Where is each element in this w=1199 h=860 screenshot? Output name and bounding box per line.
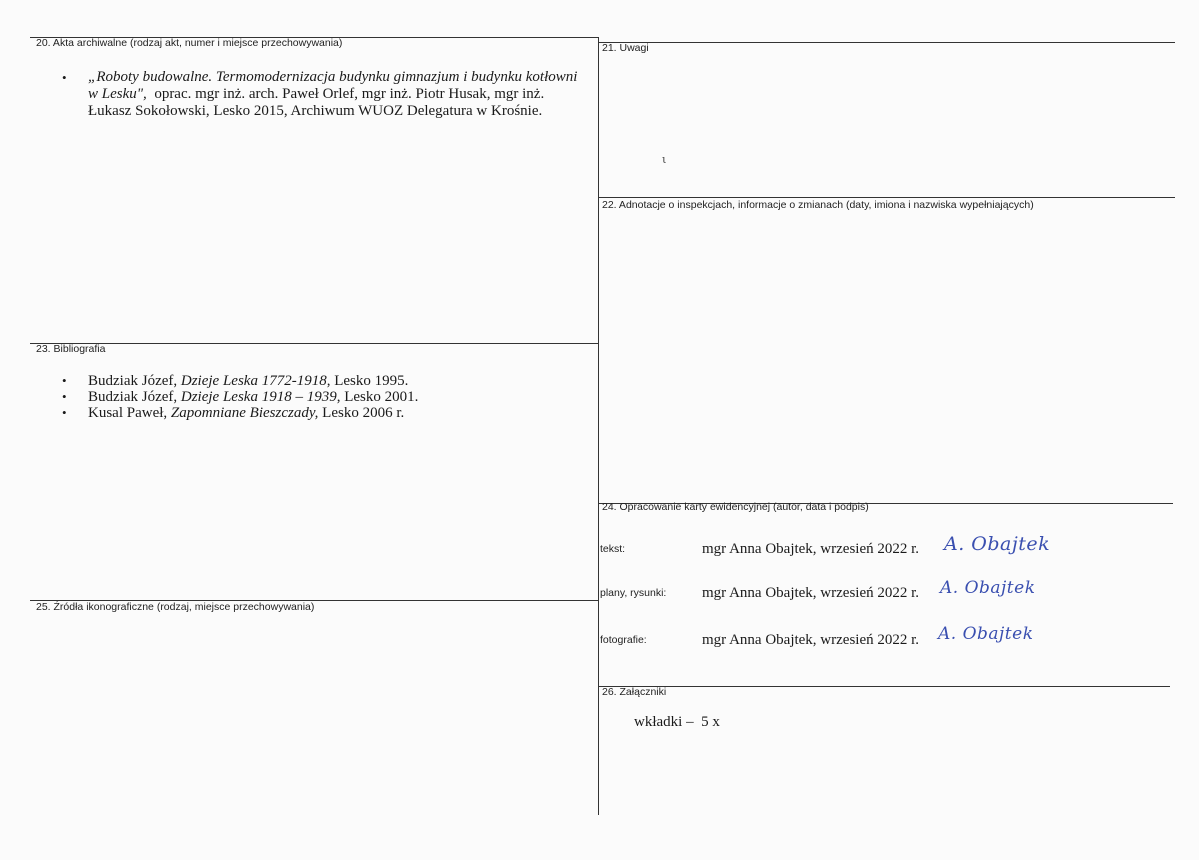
author-row-value-text: mgr Anna Obajtek, wrzesień 2022 r. xyxy=(702,541,920,557)
section-22-label: 22. Adnotacje o inspekcjach, informacje o zmianach (daty, imiona i nazwiska wypełniających) xyxy=(602,199,1034,211)
author-row-label-plans: plany, rysunki: xyxy=(600,587,667,599)
archival-record-line3: Łukasz Sokołowski, Lesko 2015, Archiwum WUOZ Delegatura w Krośnie. xyxy=(88,103,543,119)
section-23-label: 23. Bibliografia xyxy=(36,343,106,355)
archival-record-entry xyxy=(62,69,602,120)
rule-22 xyxy=(598,197,1175,198)
rule-26 xyxy=(598,686,1170,687)
bullet: • xyxy=(62,70,67,85)
signature-photos: A. Obajtek xyxy=(938,624,1034,644)
archival-record-line1 xyxy=(62,69,602,86)
signature-text: A. Obajtek xyxy=(944,533,1051,555)
author-row-value-photos: mgr Anna Obajtek, wrzesień 2022 r. xyxy=(702,632,920,648)
archival-record-title-2: w Lesku", xyxy=(88,86,147,102)
bibliography-list xyxy=(62,373,418,421)
section-26-label: 26. Załączniki xyxy=(602,686,667,698)
archival-record-line2 xyxy=(62,86,602,103)
section-21-label: 21. Uwagi xyxy=(602,42,649,54)
section-25-label: 25. Źródła ikonograficzne (rodzaj, miejsce przechowywania) xyxy=(36,601,315,613)
rule-23 xyxy=(30,343,598,344)
author-row-value-plans: mgr Anna Obajtek, wrzesień 2022 r. xyxy=(702,585,920,601)
signature-plans: A. Obajtek xyxy=(940,578,1036,598)
bibliography-item: • Kusal Paweł, Zapomniane Bieszczady, Lesko 2006 r. xyxy=(62,405,418,421)
bibliography-item: • Budziak Józef, Dzieje Leska 1772-1918, Lesko 1995. xyxy=(62,373,418,389)
section-24-label: 24. Opracowanie karty ewidencyjnej (autor, data i podpis) xyxy=(602,501,869,513)
stray-mark: ι xyxy=(662,153,667,166)
archival-record-title-1: „Roboty budowalne. Termomodernizacja budynku gimnazjum i budynku kotłowni xyxy=(88,69,578,85)
center-divider xyxy=(598,37,599,815)
bibliography-item: • Budziak Józef, Dzieje Leska 1918 – 1939, Lesko 2001. xyxy=(62,389,418,405)
archival-record-authors: oprac. mgr inż. arch. Paweł Orlef, mgr inż. Piotr Husak, mgr inż. xyxy=(154,86,545,102)
top-rule-right xyxy=(598,42,1175,43)
section-20-label: 20. Akta archiwalne (rodzaj akt, numer i miejsce przechowywania) xyxy=(36,37,343,49)
attachments-value: wkładki – 5 x xyxy=(634,714,720,730)
author-row-label-photos: fotografie: xyxy=(600,634,647,646)
author-row-label-text: tekst: xyxy=(600,543,626,555)
